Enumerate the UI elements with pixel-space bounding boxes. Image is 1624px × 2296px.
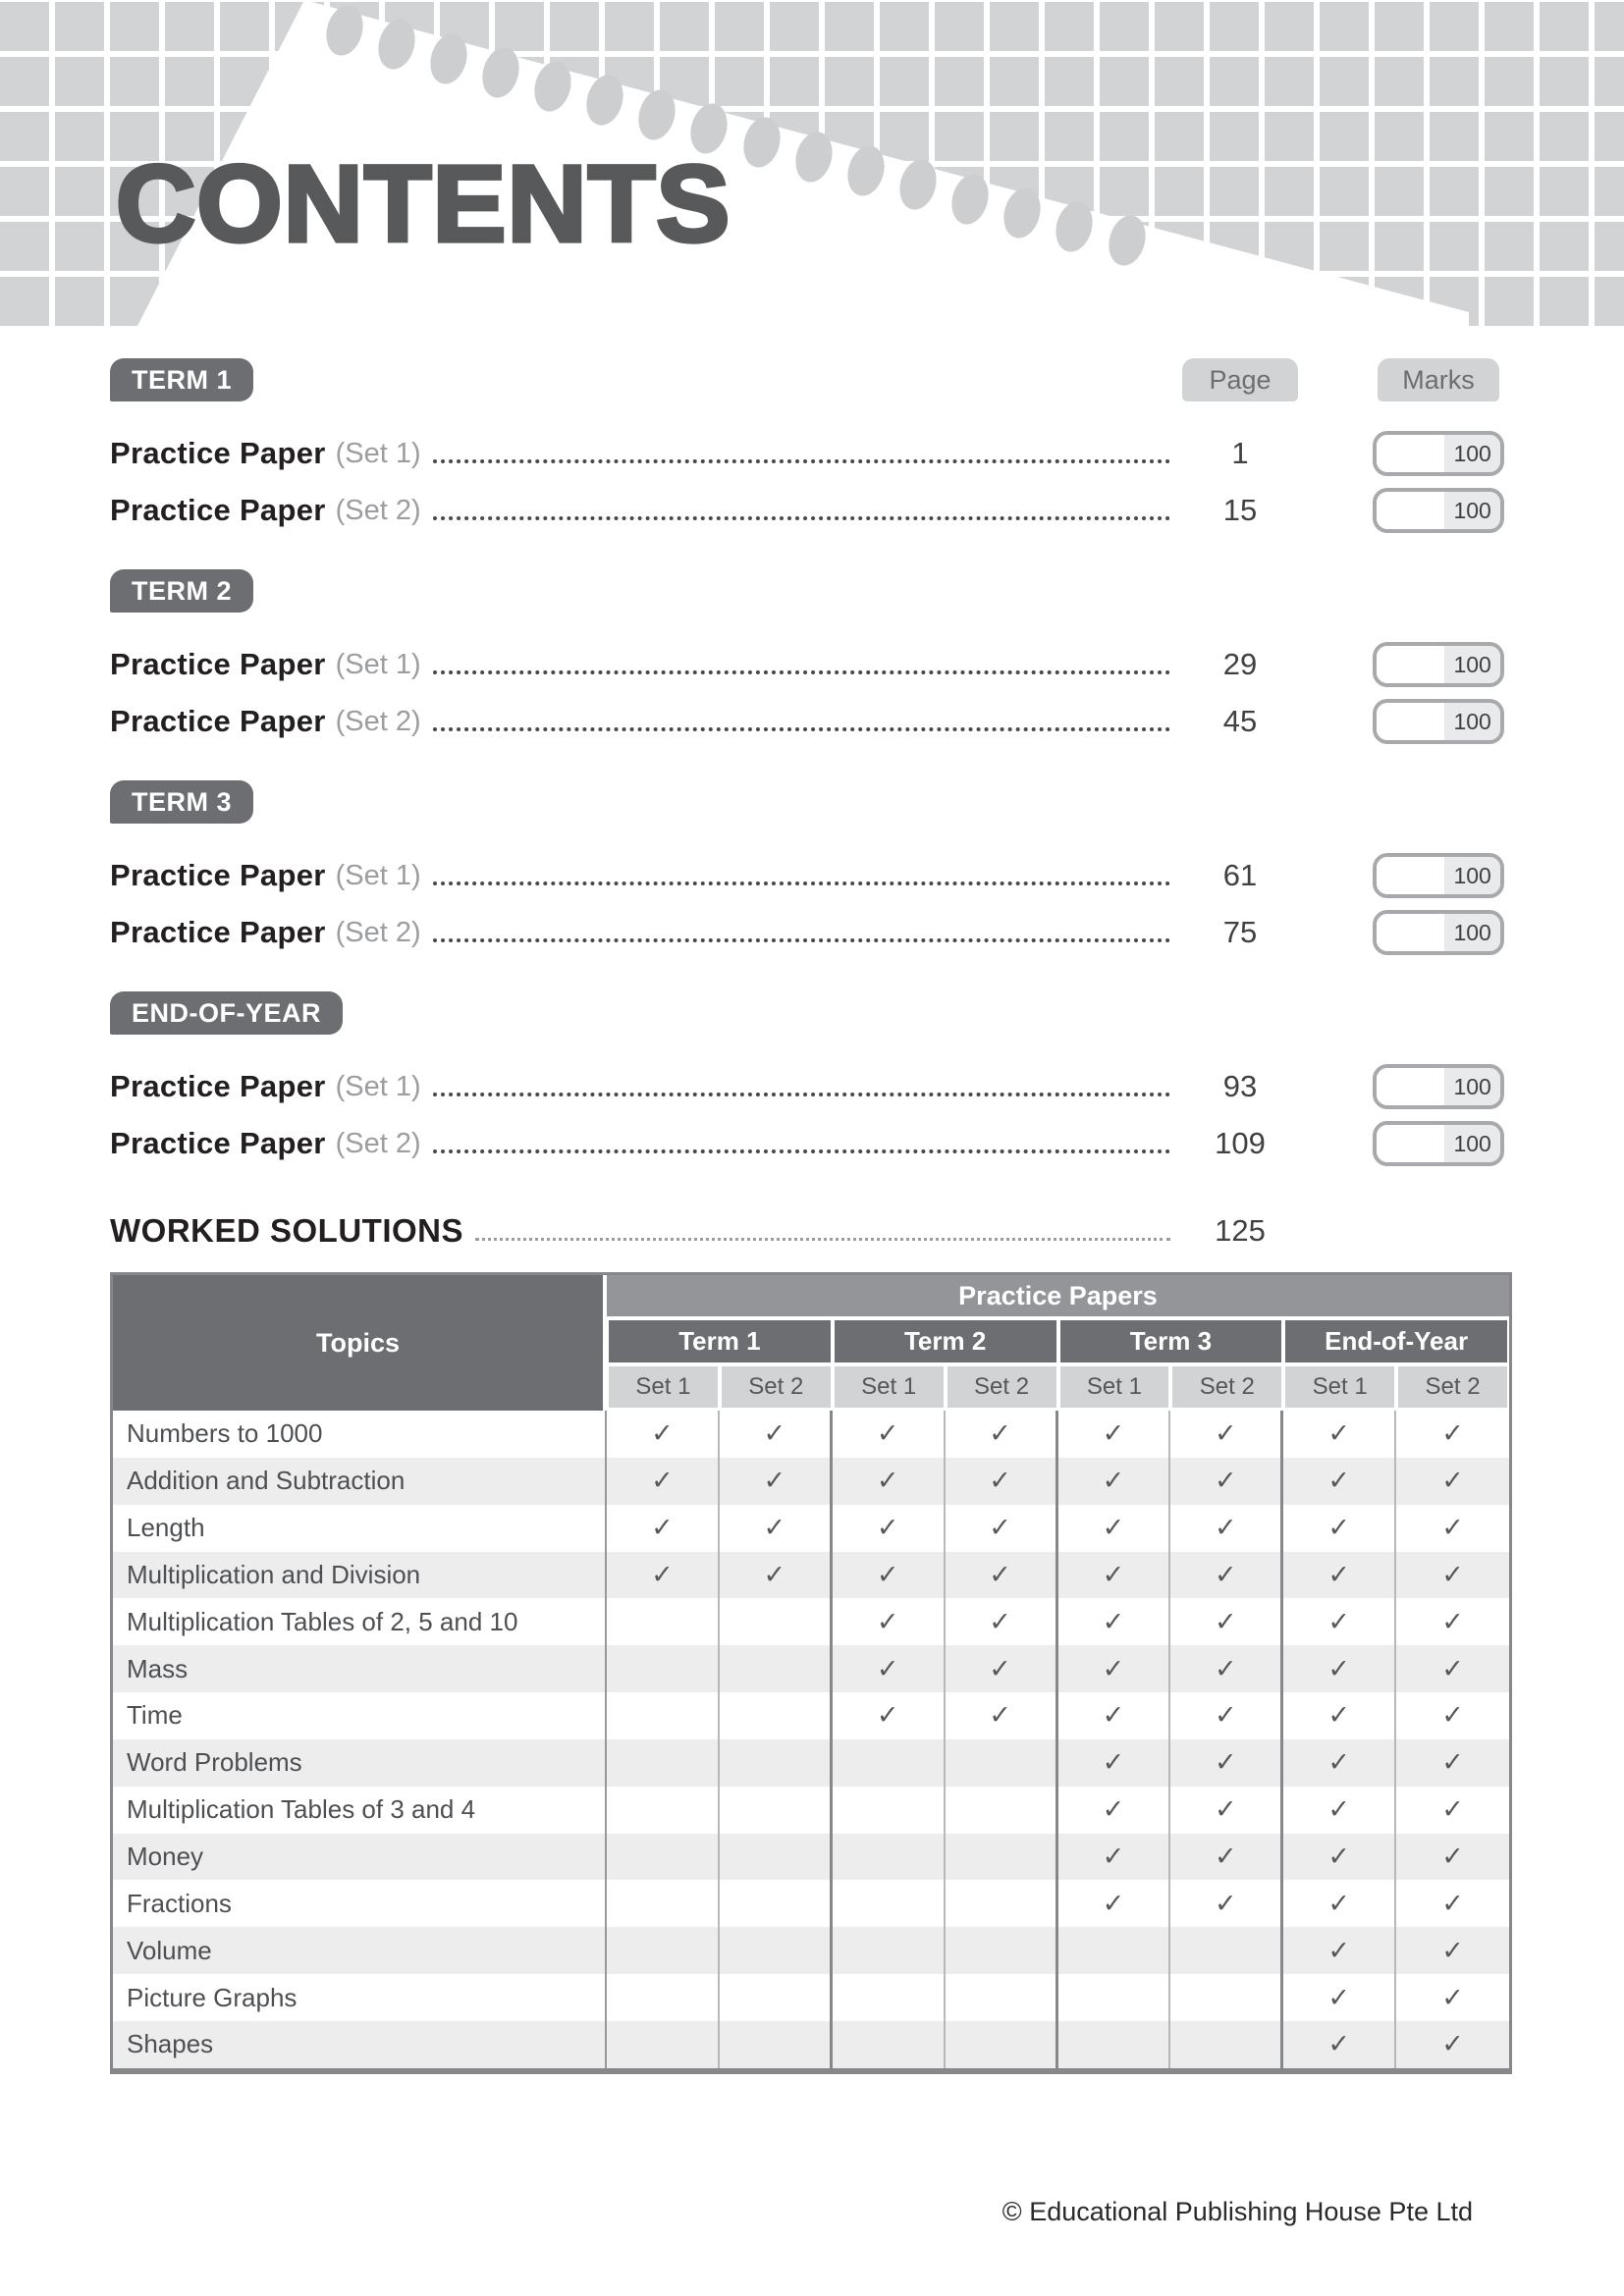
topic-cell: Multiplication Tables of 3 and 4	[113, 1787, 607, 1834]
table-row	[113, 1787, 1509, 1834]
check-cell: ✓	[1283, 1692, 1396, 1739]
entry-page-number: 109	[1215, 1126, 1266, 1160]
empty-cell	[607, 1834, 720, 1881]
check-cell: ✓	[1058, 1692, 1171, 1739]
entry-marks	[1373, 1121, 1504, 1166]
empty-cell	[720, 1880, 833, 1927]
entry-marks	[1373, 1064, 1504, 1109]
check-cell: ✓	[1170, 1505, 1283, 1552]
check-cell: ✓	[1283, 1834, 1396, 1881]
empty-cell	[607, 1739, 720, 1787]
table-body	[113, 1411, 1509, 2068]
section-badge: TERM 2	[110, 569, 253, 613]
topics-table	[110, 1272, 1512, 2074]
marks-box	[1373, 1064, 1504, 1109]
term-header-cell: Term 1	[609, 1320, 831, 1362]
practice-papers-group-header: Practice Papers	[607, 1275, 1509, 1316]
empty-cell	[1170, 1927, 1283, 1974]
page-column-header: Page	[1182, 358, 1298, 401]
empty-cell	[607, 1645, 720, 1692]
marks-box	[1373, 910, 1504, 955]
check-cell: ✓	[607, 1552, 720, 1599]
topic-cell: Volume	[113, 1927, 607, 1974]
check-cell: ✓	[1283, 1974, 1396, 2021]
marks-box-blank	[1377, 857, 1444, 894]
empty-cell	[607, 1927, 720, 1974]
marks-box-blank	[1377, 435, 1444, 472]
dotted-leader	[433, 670, 1170, 674]
toc-entry	[110, 847, 1512, 904]
empty-cell	[720, 2021, 833, 2068]
empty-cell	[607, 1598, 720, 1645]
worked-solutions-title: WORKED SOLUTIONS	[110, 1212, 463, 1249]
empty-cell	[833, 1787, 946, 1834]
page-title: CONTENTS	[116, 144, 731, 266]
check-cell: ✓	[1058, 1458, 1171, 1505]
check-cell: ✓	[1058, 1645, 1171, 1692]
set-header-cell: Set 1	[1285, 1366, 1394, 1408]
entry-set-label: (Set 1)	[335, 859, 421, 891]
check-cell: ✓	[1170, 1834, 1283, 1881]
check-cell: ✓	[1441, 1559, 1464, 1589]
check-cell: ✓	[833, 1692, 946, 1739]
marks-box-blank	[1377, 646, 1444, 683]
topic-cell: Word Problems	[113, 1739, 607, 1787]
check-cell: ✓	[1441, 1418, 1464, 1449]
topic-cell: Mass	[113, 1645, 607, 1692]
set-header-cell: Set 1	[835, 1366, 944, 1408]
topic-cell: Length	[113, 1505, 607, 1552]
marks-box-blank	[1377, 1068, 1444, 1105]
topic-cell: Multiplication Tables of 2, 5 and 10	[113, 1598, 607, 1645]
check-cell: ✓	[946, 1505, 1058, 1552]
table-row	[113, 1505, 1509, 1552]
check-cell: ✓	[1058, 1505, 1171, 1552]
marks-total: 100	[1444, 1068, 1500, 1105]
entry-marks	[1373, 431, 1504, 476]
check-cell: ✓	[1441, 1794, 1464, 1825]
empty-cell	[946, 1739, 1058, 1787]
set-header-cell: Set 2	[722, 1366, 831, 1408]
check-cell: ✓	[833, 1552, 946, 1599]
check-cell: ✓	[1283, 1552, 1396, 1599]
section-badge: TERM 3	[110, 780, 253, 824]
entry-title: Practice Paper	[110, 1126, 326, 1160]
toc-entry	[110, 1115, 1512, 1172]
check-cell: ✓	[1283, 1739, 1396, 1787]
empty-cell	[1058, 1927, 1171, 1974]
check-cell: ✓	[1441, 1888, 1464, 1918]
set-header-cell: Set 1	[609, 1366, 718, 1408]
entry-page-number: 75	[1222, 915, 1258, 949]
check-cell: ✓	[946, 1552, 1058, 1599]
dotted-leader	[433, 881, 1170, 885]
check-cell: ✓	[607, 1411, 720, 1458]
marks-total: 100	[1444, 703, 1500, 740]
check-cell: ✓	[1058, 1880, 1171, 1927]
entry-title: Practice Paper	[110, 647, 326, 681]
check-cell: ✓	[1283, 1927, 1396, 1974]
entry-page-number: 45	[1222, 704, 1258, 738]
marks-total: 100	[1444, 1125, 1500, 1162]
table-header-grid	[113, 1275, 1509, 1411]
dotted-leader	[433, 516, 1170, 520]
check-cell: ✓	[1441, 1842, 1464, 1872]
table-row	[113, 1974, 1509, 2021]
check-cell: ✓	[1441, 1466, 1464, 1496]
dotted-leader	[433, 938, 1170, 942]
check-cell: ✓	[1170, 1552, 1283, 1599]
empty-cell	[1058, 2021, 1171, 2068]
empty-cell	[607, 1880, 720, 1927]
marks-box	[1373, 699, 1504, 744]
check-cell: ✓	[1441, 1982, 1464, 2012]
marks-box-blank	[1377, 492, 1444, 529]
empty-cell	[607, 2021, 720, 2068]
topic-cell: Fractions	[113, 1880, 607, 1927]
dotted-leader	[433, 459, 1170, 463]
entry-title: Practice Paper	[110, 436, 326, 470]
check-cell: ✓	[1441, 1935, 1464, 1965]
section-badge: TERM 1	[110, 358, 253, 401]
marks-box-blank	[1377, 703, 1444, 740]
table-row	[113, 1692, 1509, 1739]
dotted-leader	[475, 1238, 1170, 1241]
check-cell: ✓	[946, 1692, 1058, 1739]
empty-cell	[607, 1974, 720, 2021]
entry-title: Practice Paper	[110, 704, 326, 738]
marks-box	[1373, 488, 1504, 533]
check-cell: ✓	[1283, 1787, 1396, 1834]
check-cell: ✓	[1058, 1739, 1171, 1787]
toc-section	[110, 569, 1512, 750]
check-cell: ✓	[1283, 1598, 1396, 1645]
table-row	[113, 1645, 1509, 1692]
check-cell: ✓	[1058, 1834, 1171, 1881]
check-cell: ✓	[1283, 1411, 1396, 1458]
check-cell: ✓	[1170, 1645, 1283, 1692]
check-cell: ✓	[1283, 1458, 1396, 1505]
empty-cell	[720, 1834, 833, 1881]
check-cell: ✓	[1441, 1513, 1464, 1543]
empty-cell	[607, 1787, 720, 1834]
topic-cell: Shapes	[113, 2021, 607, 2068]
table-row	[113, 1834, 1509, 1881]
marks-total: 100	[1444, 435, 1500, 472]
worked-solutions-entry	[110, 1202, 1512, 1259]
table-row	[113, 1880, 1509, 1927]
toc-sections	[110, 358, 1512, 1172]
topics-corner-header: Topics	[113, 1275, 607, 1411]
toc-section	[110, 991, 1512, 1172]
check-cell: ✓	[1283, 2021, 1396, 2068]
check-cell: ✓	[1170, 1739, 1283, 1787]
check-cell: ✓	[1283, 1880, 1396, 1927]
check-cell: ✓	[946, 1645, 1058, 1692]
topic-cell: Time	[113, 1692, 607, 1739]
toc-entry	[110, 693, 1512, 750]
entry-marks	[1373, 910, 1504, 955]
dotted-leader	[433, 1093, 1170, 1096]
table-row	[113, 1598, 1509, 1645]
entry-marks	[1373, 642, 1504, 687]
table-row	[113, 1927, 1509, 1974]
entry-title: Practice Paper	[110, 915, 326, 949]
marks-box	[1373, 853, 1504, 898]
toc-entry	[110, 1058, 1512, 1115]
toc-entry	[110, 425, 1512, 482]
check-cell: ✓	[720, 1505, 833, 1552]
table-row	[113, 1458, 1509, 1505]
set-header-cell: Set 2	[947, 1366, 1056, 1408]
topic-cell: Money	[113, 1834, 607, 1881]
empty-cell	[833, 1927, 946, 1974]
set-header-cell: Set 2	[1398, 1366, 1507, 1408]
marks-total: 100	[1444, 646, 1500, 683]
set-header-cell: Set 1	[1060, 1366, 1169, 1408]
check-cell: ✓	[833, 1505, 946, 1552]
empty-cell	[607, 1692, 720, 1739]
check-cell: ✓	[1170, 1880, 1283, 1927]
topic-cell: Picture Graphs	[113, 1974, 607, 2021]
check-cell: ✓	[1283, 1645, 1396, 1692]
empty-cell	[833, 1880, 946, 1927]
entry-page-number: 1	[1231, 436, 1249, 470]
marks-box	[1373, 642, 1504, 687]
empty-cell	[1170, 2021, 1283, 2068]
set-header-cell: Set 2	[1172, 1366, 1281, 1408]
page-header	[0, 0, 1624, 326]
empty-cell	[720, 1645, 833, 1692]
term-header-cell: Term 2	[835, 1320, 1056, 1362]
check-cell: ✓	[1058, 1411, 1171, 1458]
empty-cell	[720, 1974, 833, 2021]
toc-section	[110, 780, 1512, 961]
empty-cell	[946, 1880, 1058, 1927]
entry-title: Practice Paper	[110, 858, 326, 892]
check-cell: ✓	[720, 1552, 833, 1599]
toc-entry	[110, 636, 1512, 693]
check-cell: ✓	[1170, 1787, 1283, 1834]
dotted-leader	[433, 1149, 1170, 1153]
empty-cell	[833, 2021, 946, 2068]
dotted-leader	[433, 727, 1170, 731]
empty-cell	[1170, 1974, 1283, 2021]
empty-cell	[833, 1739, 946, 1787]
check-cell: ✓	[946, 1458, 1058, 1505]
entry-page-number: 61	[1222, 858, 1258, 892]
empty-cell	[946, 2021, 1058, 2068]
marks-box	[1373, 431, 1504, 476]
check-cell: ✓	[1441, 1700, 1464, 1731]
check-cell: ✓	[1058, 1598, 1171, 1645]
topic-cell: Addition and Subtraction	[113, 1458, 607, 1505]
entry-page-number: 93	[1222, 1069, 1258, 1103]
entry-set-label: (Set 2)	[335, 916, 421, 948]
section-badge: END-OF-YEAR	[110, 991, 343, 1035]
topic-cell: Multiplication and Division	[113, 1552, 607, 1599]
check-cell: ✓	[720, 1458, 833, 1505]
empty-cell	[720, 1787, 833, 1834]
check-cell: ✓	[1441, 1747, 1464, 1778]
check-cell: ✓	[1170, 1692, 1283, 1739]
marks-box-blank	[1377, 914, 1444, 951]
check-cell: ✓	[607, 1505, 720, 1552]
entry-page-number: 29	[1222, 647, 1258, 681]
check-cell: ✓	[1170, 1458, 1283, 1505]
check-cell: ✓	[946, 1598, 1058, 1645]
entry-title: Practice Paper	[110, 493, 326, 527]
empty-cell	[720, 1739, 833, 1787]
marks-total: 100	[1444, 857, 1500, 894]
toc-entry	[110, 482, 1512, 539]
entry-set-label: (Set 2)	[335, 705, 421, 737]
copyright-notice: © Educational Publishing House Pte Ltd	[1001, 2197, 1473, 2226]
entry-marks	[1373, 488, 1504, 533]
table-row	[113, 1411, 1509, 1458]
check-cell: ✓	[1058, 1552, 1171, 1599]
check-cell: ✓	[720, 1411, 833, 1458]
entry-page-number: 15	[1222, 493, 1258, 527]
entry-set-label: (Set 2)	[335, 1127, 421, 1159]
marks-total: 100	[1444, 914, 1500, 951]
check-cell: ✓	[833, 1645, 946, 1692]
empty-cell	[946, 1974, 1058, 2021]
empty-cell	[833, 1834, 946, 1881]
empty-cell	[946, 1834, 1058, 1881]
worked-solutions-page-number: 125	[1215, 1213, 1266, 1248]
check-cell: ✓	[1170, 1598, 1283, 1645]
empty-cell	[720, 1598, 833, 1645]
toc-section	[110, 358, 1512, 539]
entry-set-label: (Set 1)	[335, 1070, 421, 1102]
check-cell: ✓	[1441, 1653, 1464, 1683]
term-header-cell: Term 3	[1060, 1320, 1282, 1362]
table-row	[113, 1552, 1509, 1599]
entry-marks	[1373, 699, 1504, 744]
marks-column-header: Marks	[1378, 358, 1499, 401]
marks-total: 100	[1444, 492, 1500, 529]
check-cell: ✓	[607, 1458, 720, 1505]
check-cell: ✓	[1058, 1787, 1171, 1834]
toc-entry	[110, 904, 1512, 961]
entry-title: Practice Paper	[110, 1069, 326, 1103]
check-cell: ✓	[833, 1458, 946, 1505]
entry-set-label: (Set 1)	[335, 648, 421, 680]
empty-cell	[833, 1974, 946, 2021]
entry-set-label: (Set 1)	[335, 437, 421, 469]
check-cell: ✓	[1441, 2029, 1464, 2059]
entry-set-label: (Set 2)	[335, 494, 421, 526]
empty-cell	[1058, 1974, 1171, 2021]
check-cell: ✓	[1283, 1505, 1396, 1552]
empty-cell	[720, 1927, 833, 1974]
table-row	[113, 1739, 1509, 1787]
check-cell: ✓	[1441, 1606, 1464, 1636]
table-of-contents	[110, 358, 1512, 1259]
table-row	[113, 2021, 1509, 2068]
topic-cell: Numbers to 1000	[113, 1411, 607, 1458]
marks-box	[1373, 1121, 1504, 1166]
term-header-cell: End-of-Year	[1285, 1320, 1507, 1362]
entry-marks	[1373, 853, 1504, 898]
check-cell: ✓	[833, 1598, 946, 1645]
empty-cell	[946, 1927, 1058, 1974]
marks-box-blank	[1377, 1125, 1444, 1162]
empty-cell	[720, 1692, 833, 1739]
check-cell: ✓	[1170, 1411, 1283, 1458]
check-cell: ✓	[833, 1411, 946, 1458]
empty-cell	[946, 1787, 1058, 1834]
check-cell: ✓	[946, 1411, 1058, 1458]
